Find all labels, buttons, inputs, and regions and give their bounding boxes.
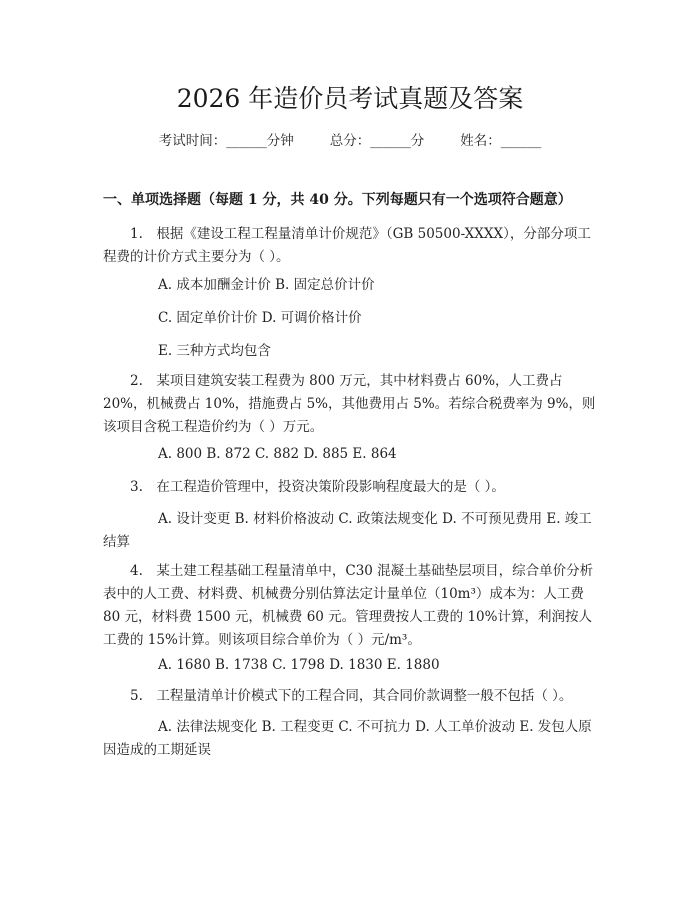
question-5: 5. 工程量清单计价模式下的工程合同，其合同价款调整一般不包括（ ）。 bbox=[130, 688, 573, 704]
exam-total-score: 总分：______分 bbox=[329, 133, 425, 149]
question-1-options-cd: C. 固定单价计价 D. 可调价格计价 bbox=[158, 310, 362, 326]
question-4: 4. 某土建工程基础工程量清单中，C30 混凝土基础垫层项目，综合单价分析表中的人工费、材料费、机械费分别估算法定计量单位（10m³）成本为：人工费 80 元，材料费 1500 元，机械费 60 元。管理费按人工费的 10%计算，利润按人工费的 15%计算。则该项目综合单价为（ ）元/m³。 bbox=[103, 563, 594, 648]
question-1-options-ab: A. 成本加酬金计价 B. 固定总价计价 bbox=[158, 277, 375, 293]
question-3: 3. 在工程造价管理中，投资决策阶段影响程度最大的是（ ）。 bbox=[130, 479, 505, 495]
question-2: 2. 某项目建筑安装工程费为 800 万元，其中材料费占 60%，人工费占 20%，机械费占 10%，措施费占 5%，其他费用占 5%。若综合税费率为 9%，则该项目含税工程造价约为（ ）万元。 bbox=[103, 373, 596, 435]
question-1-option-e: E. 三种方式均包含 bbox=[158, 343, 271, 359]
question-3-options: A. 设计变更 B. 材料价格波动 C. 政策法规变化 D. 不可预见费用 E. 竣工结算 bbox=[103, 511, 592, 550]
page-title: 2026 年造价员考试真题及答案 bbox=[176, 84, 524, 113]
question-1: 1. 根据《建设工程工程量清单计价规范》（GB 50500-XXXX），分部分项工程费的计价方式主要分为（ ）。 bbox=[103, 226, 591, 265]
question-4-options: A. 1680 B. 1738 C. 1798 D. 1830 E. 1880 bbox=[158, 657, 440, 673]
exam-meta bbox=[0, 131, 700, 151]
question-5-options: A. 法律法规变化 B. 工程变更 C. 不可抗力 D. 人工单价波动 E. 发包人原因造成的工期延误 bbox=[103, 719, 592, 758]
section-heading: 一、单项选择题（每题 1 分，共 40 分。下列每题只有一个选项符合题意） bbox=[103, 192, 572, 208]
question-2-options: A. 800 B. 872 C. 882 D. 885 E. 864 bbox=[158, 446, 397, 462]
exam-time: 考试时间：______分钟 bbox=[158, 133, 294, 149]
exam-name-field: 姓名：______ bbox=[460, 133, 542, 149]
